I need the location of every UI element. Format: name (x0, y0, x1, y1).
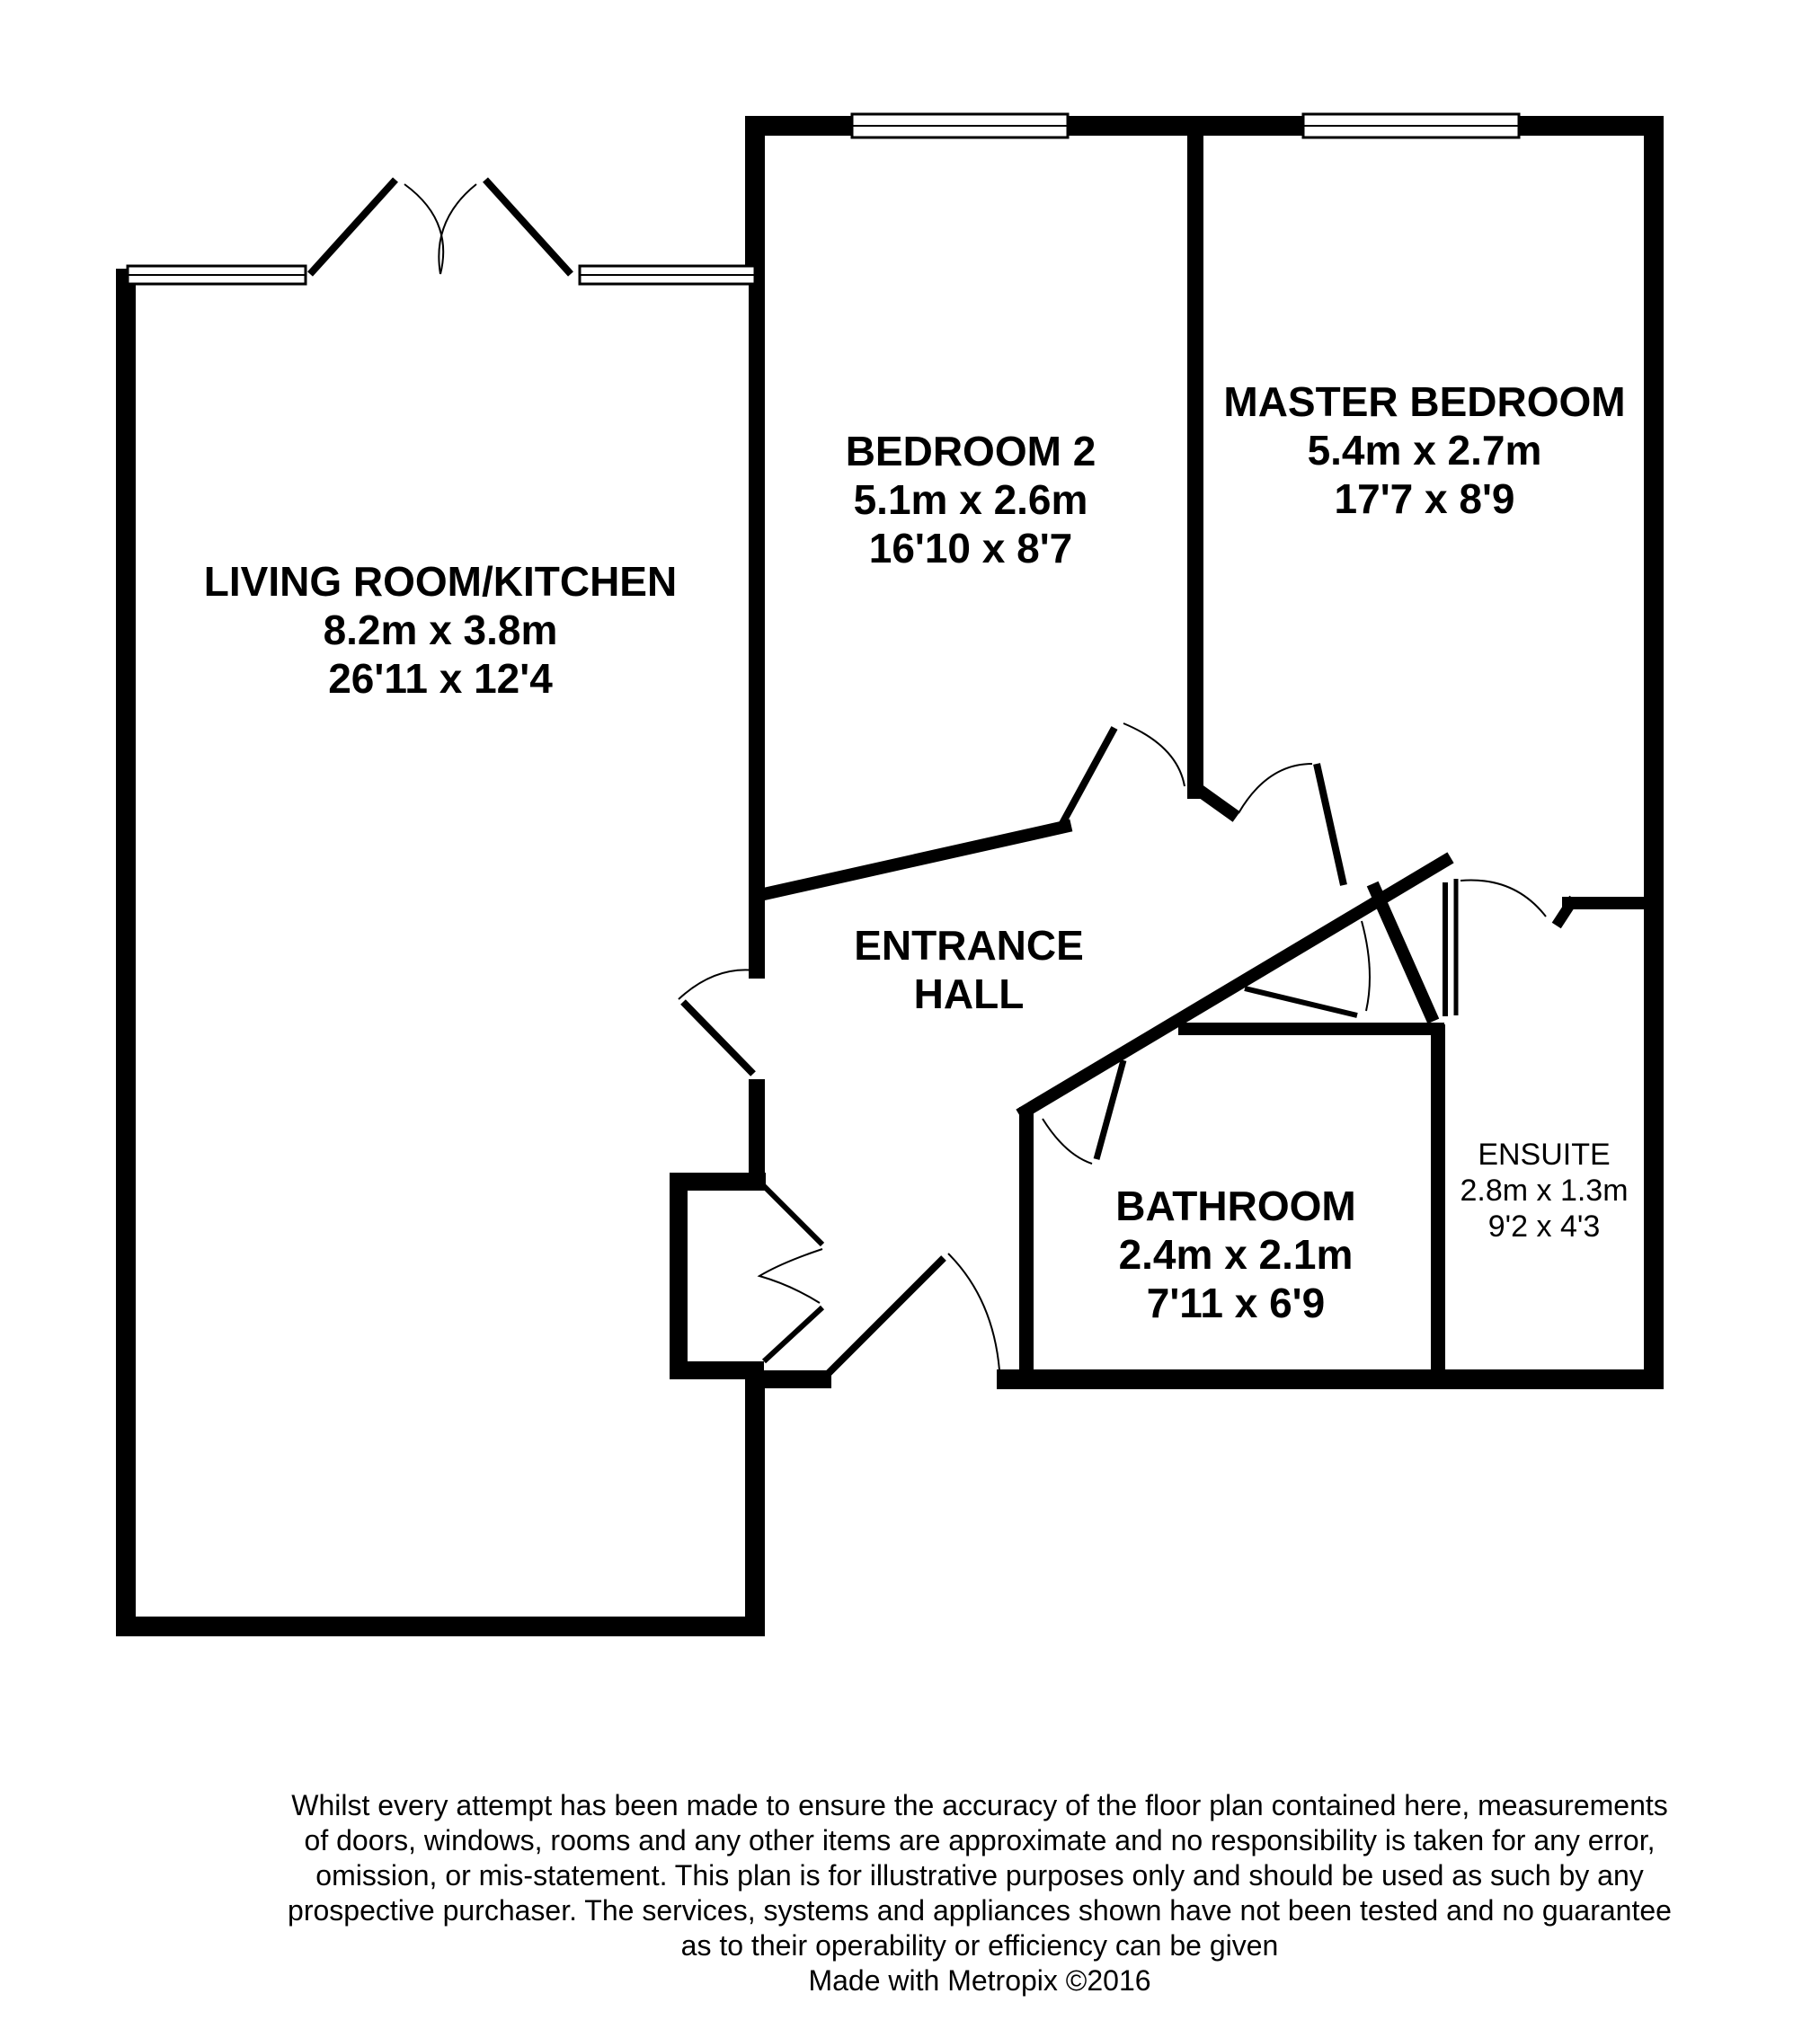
cupboard-walls (679, 1182, 757, 1370)
ensuite-name: ENSUITE (1478, 1138, 1611, 1172)
living-room-imperial: 26'11 x 12'4 (328, 655, 553, 702)
bedroom2-hall-wall (764, 827, 1065, 894)
living-room-metric: 8.2m x 3.8m (323, 607, 558, 653)
living-room-walls (126, 279, 755, 1626)
bedroom2-door-swing (1123, 723, 1185, 786)
entrance-hall-line1: ENTRANCE (854, 922, 1084, 969)
master-door-swing (1238, 764, 1312, 813)
cupboard-diagonal-wall (1375, 890, 1431, 1015)
entrance-door (827, 1258, 944, 1375)
entrance-hall-line2: HALL (913, 970, 1025, 1017)
french-door-left-swing (404, 184, 443, 274)
ensuite-door-swing (1460, 881, 1546, 917)
entrance-hall-label (854, 921, 1084, 1018)
bathroom-door-swing (1043, 1119, 1092, 1164)
ensuite-imperial: 9'2 x 4'3 (1487, 1209, 1601, 1244)
ensuite-label (1460, 1137, 1628, 1245)
bedroom2-imperial: 16'10 x 8'7 (868, 525, 1073, 571)
bedroom2-label (846, 427, 1096, 572)
bathroom-door (1096, 1060, 1123, 1159)
french-door-left (310, 180, 395, 274)
bedroom2-door (1061, 728, 1114, 827)
master-bedroom-name: MASTER BEDROOM (1223, 378, 1626, 425)
doors (310, 180, 1546, 1375)
bathroom-label (1115, 1182, 1355, 1327)
store-door-swing (1362, 921, 1370, 1011)
disclaimer-line: of doors, windows, rooms and any other items are approximate and no responsibility is taken for any error, (304, 1824, 1656, 1856)
french-door-right (485, 180, 571, 274)
bedroom2-metric: 5.1m x 2.6m (853, 476, 1088, 523)
master-door (1317, 764, 1344, 885)
master-hall-wall (1200, 791, 1231, 813)
cupboard-door-upper (764, 1186, 822, 1245)
living-room-name: LIVING ROOM/KITCHEN (203, 558, 678, 605)
living-door-swing (679, 970, 755, 999)
ensuite-wall-stub (1559, 903, 1571, 921)
disclaimer (207, 1788, 1753, 1998)
bathroom-metric: 2.4m x 2.1m (1118, 1231, 1354, 1278)
cupboard-door-lower (764, 1307, 822, 1361)
disclaimer-line: Whilst every attempt has been made to ensure the accuracy of the floor plan contained here, measurements (291, 1789, 1668, 1821)
credit: Made with Metropix ©2016 (808, 1964, 1151, 1997)
living-room-label (204, 557, 677, 703)
french-door-right-swing (439, 184, 476, 274)
disclaimer-line: omission, or mis-statement. This plan is for illustrative purposes only and should be used as such by any (315, 1859, 1644, 1892)
entrance-door-swing (948, 1254, 999, 1370)
cupboard-door-swing (759, 1249, 822, 1303)
windows (128, 114, 1519, 284)
store-door (1245, 988, 1357, 1015)
ensuite-metric: 2.8m x 1.3m (1460, 1174, 1629, 1208)
disclaimer-line: prospective purchaser. The services, systems and appliances shown have not been tested and no guarantee (288, 1894, 1672, 1927)
bathroom-name: BATHROOM (1115, 1183, 1356, 1229)
master-bedroom-metric: 5.4m x 2.7m (1307, 427, 1542, 474)
master-bedroom-label (1223, 377, 1625, 523)
bedroom2-name: BEDROOM 2 (845, 428, 1096, 474)
living-door (683, 1002, 753, 1074)
walls (126, 126, 1654, 1626)
disclaimer-line: as to their operability or efficiency can be given (680, 1929, 1279, 1962)
master-bedroom-imperial: 17'7 x 8'9 (1334, 475, 1515, 522)
bathroom-imperial: 7'11 x 6'9 (1146, 1280, 1326, 1326)
